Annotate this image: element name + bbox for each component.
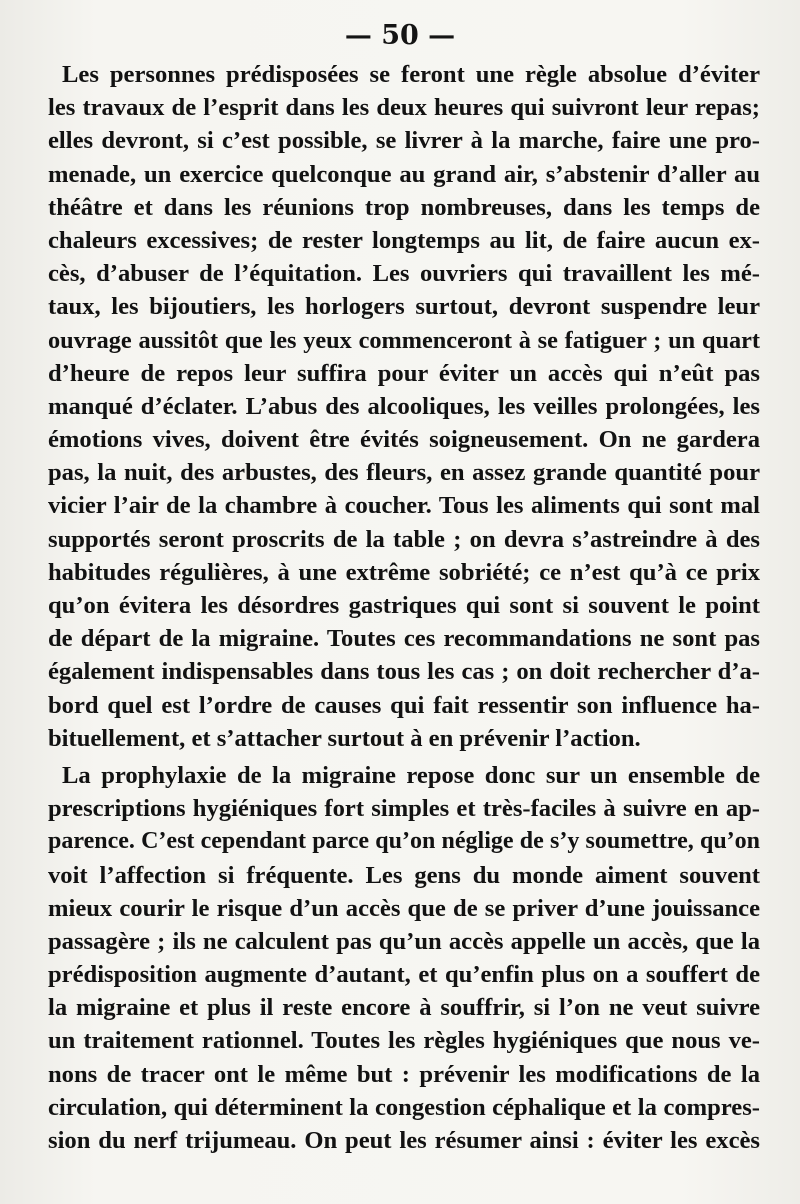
text-line: d’heure de repos leur suffira pour éviter un accès qui n’eût pas xyxy=(48,359,760,387)
text-line: ouvrage aussitôt que les yeux commenceront à se fatiguer ; un quart xyxy=(48,326,760,354)
text-line: cès, d’abuser de l’équitation. Les ouvriers qui travaillent les mé- xyxy=(48,260,760,288)
text-line: théâtre et dans les réunions trop nombreuses, dans les temps de xyxy=(48,193,760,221)
text-line: Les personnes prédisposées se feront une règle absolue d’éviter xyxy=(62,61,760,88)
paragraph xyxy=(48,58,760,755)
text-line: bord quel est l’ordre de causes qui fait ressentir son influence ha- xyxy=(48,691,760,719)
page-number: — 50 — xyxy=(344,20,456,51)
text-line: émotions vives, doivent être évités soigneusement. On ne gardera xyxy=(48,426,760,454)
text-line: prescriptions hygiéniques fort simples et très-faciles à suivre en ap- xyxy=(48,795,760,823)
text-line: nons de tracer ont le même but : prévenir les modifications de la xyxy=(48,1060,760,1088)
text-line: elles devront, si c’est possible, se livrer à la marche, faire une pro- xyxy=(48,127,760,155)
text-line: également indispensables dans tous les cas ; on doit rechercher d’a- xyxy=(48,658,760,686)
text-line: menade, un exercice quelconque au grand air, s’abstenir d’aller au xyxy=(48,160,760,188)
text-line: circulation, qui déterminent la congestion céphalique et la compres- xyxy=(48,1093,760,1121)
text-line: pas, la nuit, des arbustes, des fleurs, en assez grande quantité pour xyxy=(48,459,760,487)
text-line: parence. C’est cependant parce qu’on néglige de s’y soumettre, qu’on xyxy=(48,828,760,855)
text-line: passagère ; ils ne calculent pas qu’un accès appelle un accès, que la xyxy=(48,927,760,955)
text-line: manqué d’éclater. L’abus des alcooliques, les veilles prolongées, les xyxy=(48,392,760,420)
text-line: habitudes régulières, à une extrême sobriété; ce n’est qu’à ce prix xyxy=(48,558,760,586)
text-line: La prophylaxie de la migraine repose donc sur un ensemble de xyxy=(62,761,760,789)
text-line: chaleurs excessives; de rester longtemps au lit, de faire aucun ex- xyxy=(48,226,760,254)
text-line: voit l’affection si fréquente. Les gens du monde aiment souvent xyxy=(48,861,760,889)
text-line: mieux courir le risque d’un accès que de se priver d’une jouissance xyxy=(48,894,760,922)
text-line: taux, les bijoutiers, les horlogers surtout, devront suspendre leur xyxy=(48,293,760,321)
text-line: vicier l’air de la chambre à coucher. Tous les aliments qui sont mal xyxy=(48,492,760,520)
text-line: prédisposition augmente d’autant, et qu’enfin plus on a souffert de xyxy=(48,961,760,989)
body-text xyxy=(48,58,760,1157)
text-line: bituellement, et s’attacher surtout à en prévenir l’action. xyxy=(48,724,641,752)
text-line: un traitement rationnel. Toutes les règles hygiéniques que nous ve- xyxy=(48,1027,760,1055)
text-line: les travaux de l’esprit dans les deux heures qui suivront leur repas; xyxy=(48,94,760,122)
paragraph xyxy=(48,759,760,1157)
text-line: qu’on évitera les désordres gastriques qui sont si souvent le point xyxy=(48,592,760,619)
text-line: la migraine et plus il reste encore à souffrir, si l’on ne veut suivre xyxy=(48,994,760,1022)
text-line: sion du nerf trijumeau. On peut les résumer ainsi : éviter les excès xyxy=(48,1127,760,1154)
text-line: de départ de la migraine. Toutes ces recommandations ne sont pas xyxy=(48,625,760,653)
text-line: supportés seront proscrits de la table ; on devra s’astreindre à des xyxy=(48,525,760,553)
